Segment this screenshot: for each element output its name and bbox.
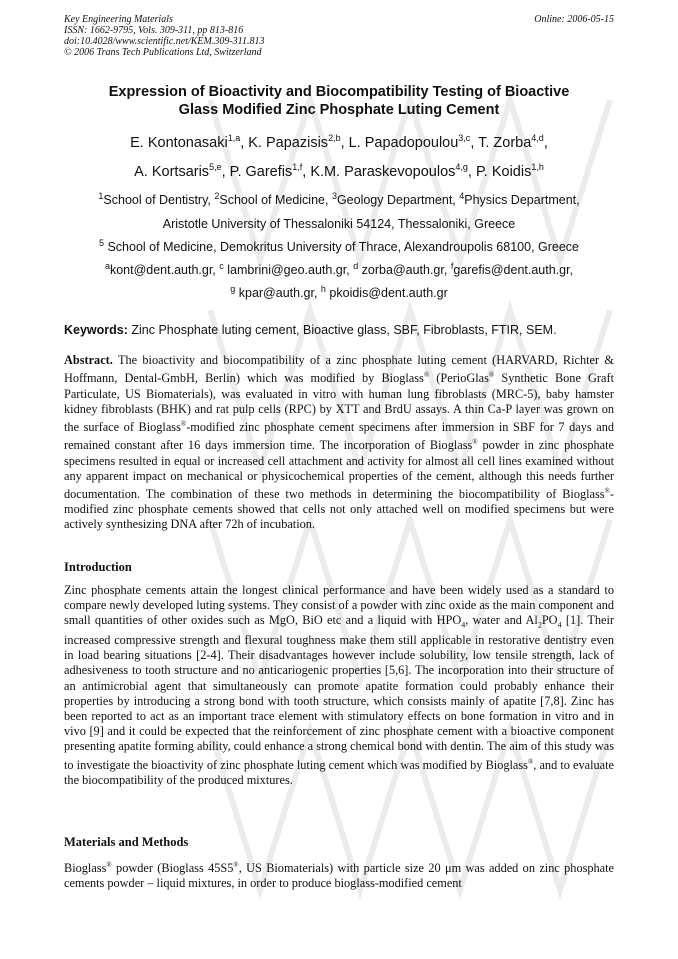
email-text: kpar@auth.gr, xyxy=(235,286,321,300)
author: L. Papadopoulou xyxy=(348,135,459,151)
methods-text: Bioglass xyxy=(64,861,107,876)
author-sup: 1,a xyxy=(227,133,241,144)
author: T. Zorba xyxy=(478,135,532,151)
methods-heading: Materials and Methods xyxy=(64,835,189,849)
abstract-text: -modified zinc phosphate cements showed that cells not only attached well on modified specimens but were actively synthesizing DNA after 72h of incubation. xyxy=(64,487,614,532)
author-separator: , xyxy=(240,135,249,151)
affiliation-sup: 3 xyxy=(331,190,337,201)
intro-text: , and to evaluate the biocompatibility of the produced mixtures. xyxy=(64,757,614,787)
affiliation-sup: 5 xyxy=(98,237,104,248)
author-separator: , xyxy=(467,164,476,180)
registered-mark: ® xyxy=(472,438,478,447)
author-sup: 2,b xyxy=(328,133,341,144)
registered-mark: ® xyxy=(527,757,534,766)
issn-line: ISSN: 1662-9795, Vols. 309-311, pp 813-816 xyxy=(64,25,244,36)
abstract-text: powder in zinc phosphate specimens resulted in equal or increased cell attachment and activity for almost all cell lines examined without any apparent impact on mechanical or physicochemical properties of the cement, although this needs further documentation. The combination of these two methods in determining the biocompatibility of Bioglass xyxy=(64,438,614,501)
registered-mark: ® xyxy=(233,861,239,869)
affiliation-text: Physics Department, xyxy=(464,193,580,207)
affiliation-line-3 xyxy=(64,237,614,254)
keywords-text: Zinc Phosphate luting cement, Bioactive glass, SBF, Fibroblasts, FTIR, SEM. xyxy=(127,323,557,337)
email-text: pkoidis@dent.auth.gr xyxy=(325,286,448,300)
affiliation-text: Geology Department, xyxy=(336,193,460,207)
intro-text: Zinc phosphate cements attain the longest clinical performance and have been widely used as a standard to compare newly developed luting systems. They consist of a powder with zinc oxide as the main component and small quantities of other oxides such as MgO, BiO etc and a liquid with HPO xyxy=(64,583,614,628)
email-text: lambrini@geo.auth.gr, xyxy=(223,263,354,277)
abstract-text: Synthetic Bone Graft Particulate, US Biomaterials), was evaluated in vitro with human lung fibroblasts (MRC-5), baby hamster kidney fibroblasts (BHK) and rat pulp cells (RPC) by XTT and BrdU assays. A thin Ca-P layer was grown on the surface of Bioglass xyxy=(64,371,614,434)
title-line-2: Glass Modified Zinc Phosphate Luting Cement xyxy=(178,102,500,118)
author: P. Garefis xyxy=(229,164,293,180)
methods-paragraph xyxy=(64,858,614,892)
journal-name: Key Engineering Materials xyxy=(64,14,173,25)
online-date: Online: 2006-05-15 xyxy=(534,14,614,25)
author: A. Kortsaris xyxy=(134,164,210,180)
author: K. Papazisis xyxy=(248,135,329,151)
author-sup: 5,e xyxy=(209,162,222,173)
affiliation-line-1 xyxy=(64,190,614,207)
abstract-label: Abstract. xyxy=(64,353,113,367)
registered-mark: ® xyxy=(488,371,495,380)
author-sup: 3,c xyxy=(458,133,471,144)
introduction-paragraph xyxy=(64,583,614,788)
subscript: 2 xyxy=(537,620,542,630)
email-sup: f xyxy=(450,260,454,271)
email-sup: d xyxy=(353,260,359,271)
author: E. Kontonasaki xyxy=(130,135,228,151)
affiliation-sup: 2 xyxy=(214,190,220,201)
intro-text: [1]. Their increased compressive strength and flexural toughness make them still applicable in restorative dentistry even in load bearing situations [2-4]. Their disadvantages however include solubility, low tensile strength, lack of adhesiveness to tooth structure and no anticariogenic properties [5,6]. The incorporation into their structure of an antimicrobial agent that simultaneously can promote apatite formation could probably enhance their properties by introducing a strong bond with tooth structure, which consists mainly of apatite [7,8]. Zinc has been reported to act as an important trace element with stimulatory effects on bone formation in vitro and in vivo [9] and it could be expected that the reinforcement of zinc phosphate cement with a bioactive component presenting apatite forming ability, could enhance a strong chemical bond with dentin. The aim of this study was to investigate the bioactivity of zinc phosphate luting cement which was modified by Bioglass xyxy=(64,613,614,772)
author-line-1 xyxy=(64,135,614,151)
intro-text: , water and Al xyxy=(465,613,538,628)
introduction-heading: Introduction xyxy=(64,560,132,574)
author-sup: 4,g xyxy=(455,162,468,173)
email-text: garefis@dent.auth.gr, xyxy=(453,263,574,277)
email-line-1 xyxy=(64,260,614,277)
email-sup: c xyxy=(219,260,224,271)
title-line-1: Expression of Bioactivity and Biocompatibility Testing of Bioactive xyxy=(108,84,570,100)
email-sup: a xyxy=(104,260,110,271)
methods-text: powder (Bioglass 45S5 xyxy=(111,861,234,876)
abstract xyxy=(64,353,614,533)
email-sup: g xyxy=(230,283,236,294)
author-separator: , xyxy=(340,135,349,151)
author-separator: , xyxy=(543,135,548,151)
affiliation-line-2: Aristotle University of Thessaloniki 54124, Thessaloniki, Greece xyxy=(162,217,516,231)
copyright-line: © 2006 Trans Tech Publications Ltd, Switzerland xyxy=(64,47,262,58)
keywords xyxy=(64,323,624,337)
abstract-text: The bioactivity and biocompatibility of a zinc phosphate luting cement (HARVARD, Richter & Hoffmann, Dental-GmbH, Berlin) which was modified by Bioglass xyxy=(64,353,614,386)
email-text: zorba@auth.gr, xyxy=(358,263,451,277)
registered-mark: ® xyxy=(604,486,610,495)
affiliation-sup: 4 xyxy=(459,190,465,201)
author-sup: 4,d xyxy=(531,133,544,144)
author-sup: 1,f xyxy=(292,162,303,173)
email-sup: h xyxy=(320,283,326,294)
author-separator: , xyxy=(221,164,230,180)
affiliation-sup: 1 xyxy=(98,190,104,201)
author-separator: , xyxy=(470,135,479,151)
abstract-text: -modified zinc phosphate cement specimens after immersion in SBF for 7 days and remained constant after 16 days immersion time. The incorporation of Bioglass xyxy=(64,420,614,453)
affiliation-text: School of Medicine, xyxy=(219,193,332,207)
keywords-label: Keywords: xyxy=(64,323,128,337)
email-line-2 xyxy=(64,283,614,300)
affiliation-text: School of Dentistry, xyxy=(103,193,215,207)
registered-mark: ® xyxy=(106,861,112,869)
registered-mark: ® xyxy=(423,371,430,380)
abstract-text: (PerioGlas xyxy=(429,371,489,386)
doi-line: doi:10.4028/www.scientific.net/KEM.309-311.813 xyxy=(64,36,265,47)
subscript: 4 xyxy=(461,620,466,630)
registered-mark: ® xyxy=(180,419,187,428)
author-sup: 1,h xyxy=(531,162,544,173)
affiliation-text: School of Medicine, Demokritus University of Thrace, Alexandroupolis 68100, Greece xyxy=(104,240,580,254)
author: P. Koidis xyxy=(475,164,532,180)
intro-text: PO xyxy=(541,613,558,628)
subscript: 4 xyxy=(557,620,562,630)
journal-header xyxy=(64,14,264,58)
author-line-2 xyxy=(64,164,614,180)
author-separator: , xyxy=(302,164,311,180)
paper-title xyxy=(64,83,614,119)
methods-text: , US Biomaterials) with particle size 20 μm was added on zinc phosphate cements powder – liquid mixtures, in order to produce bioglass-modified cement xyxy=(64,861,615,891)
author: K.M. Paraskevopoulos xyxy=(310,164,456,180)
email-text: kont@dent.auth.gr, xyxy=(109,263,220,277)
